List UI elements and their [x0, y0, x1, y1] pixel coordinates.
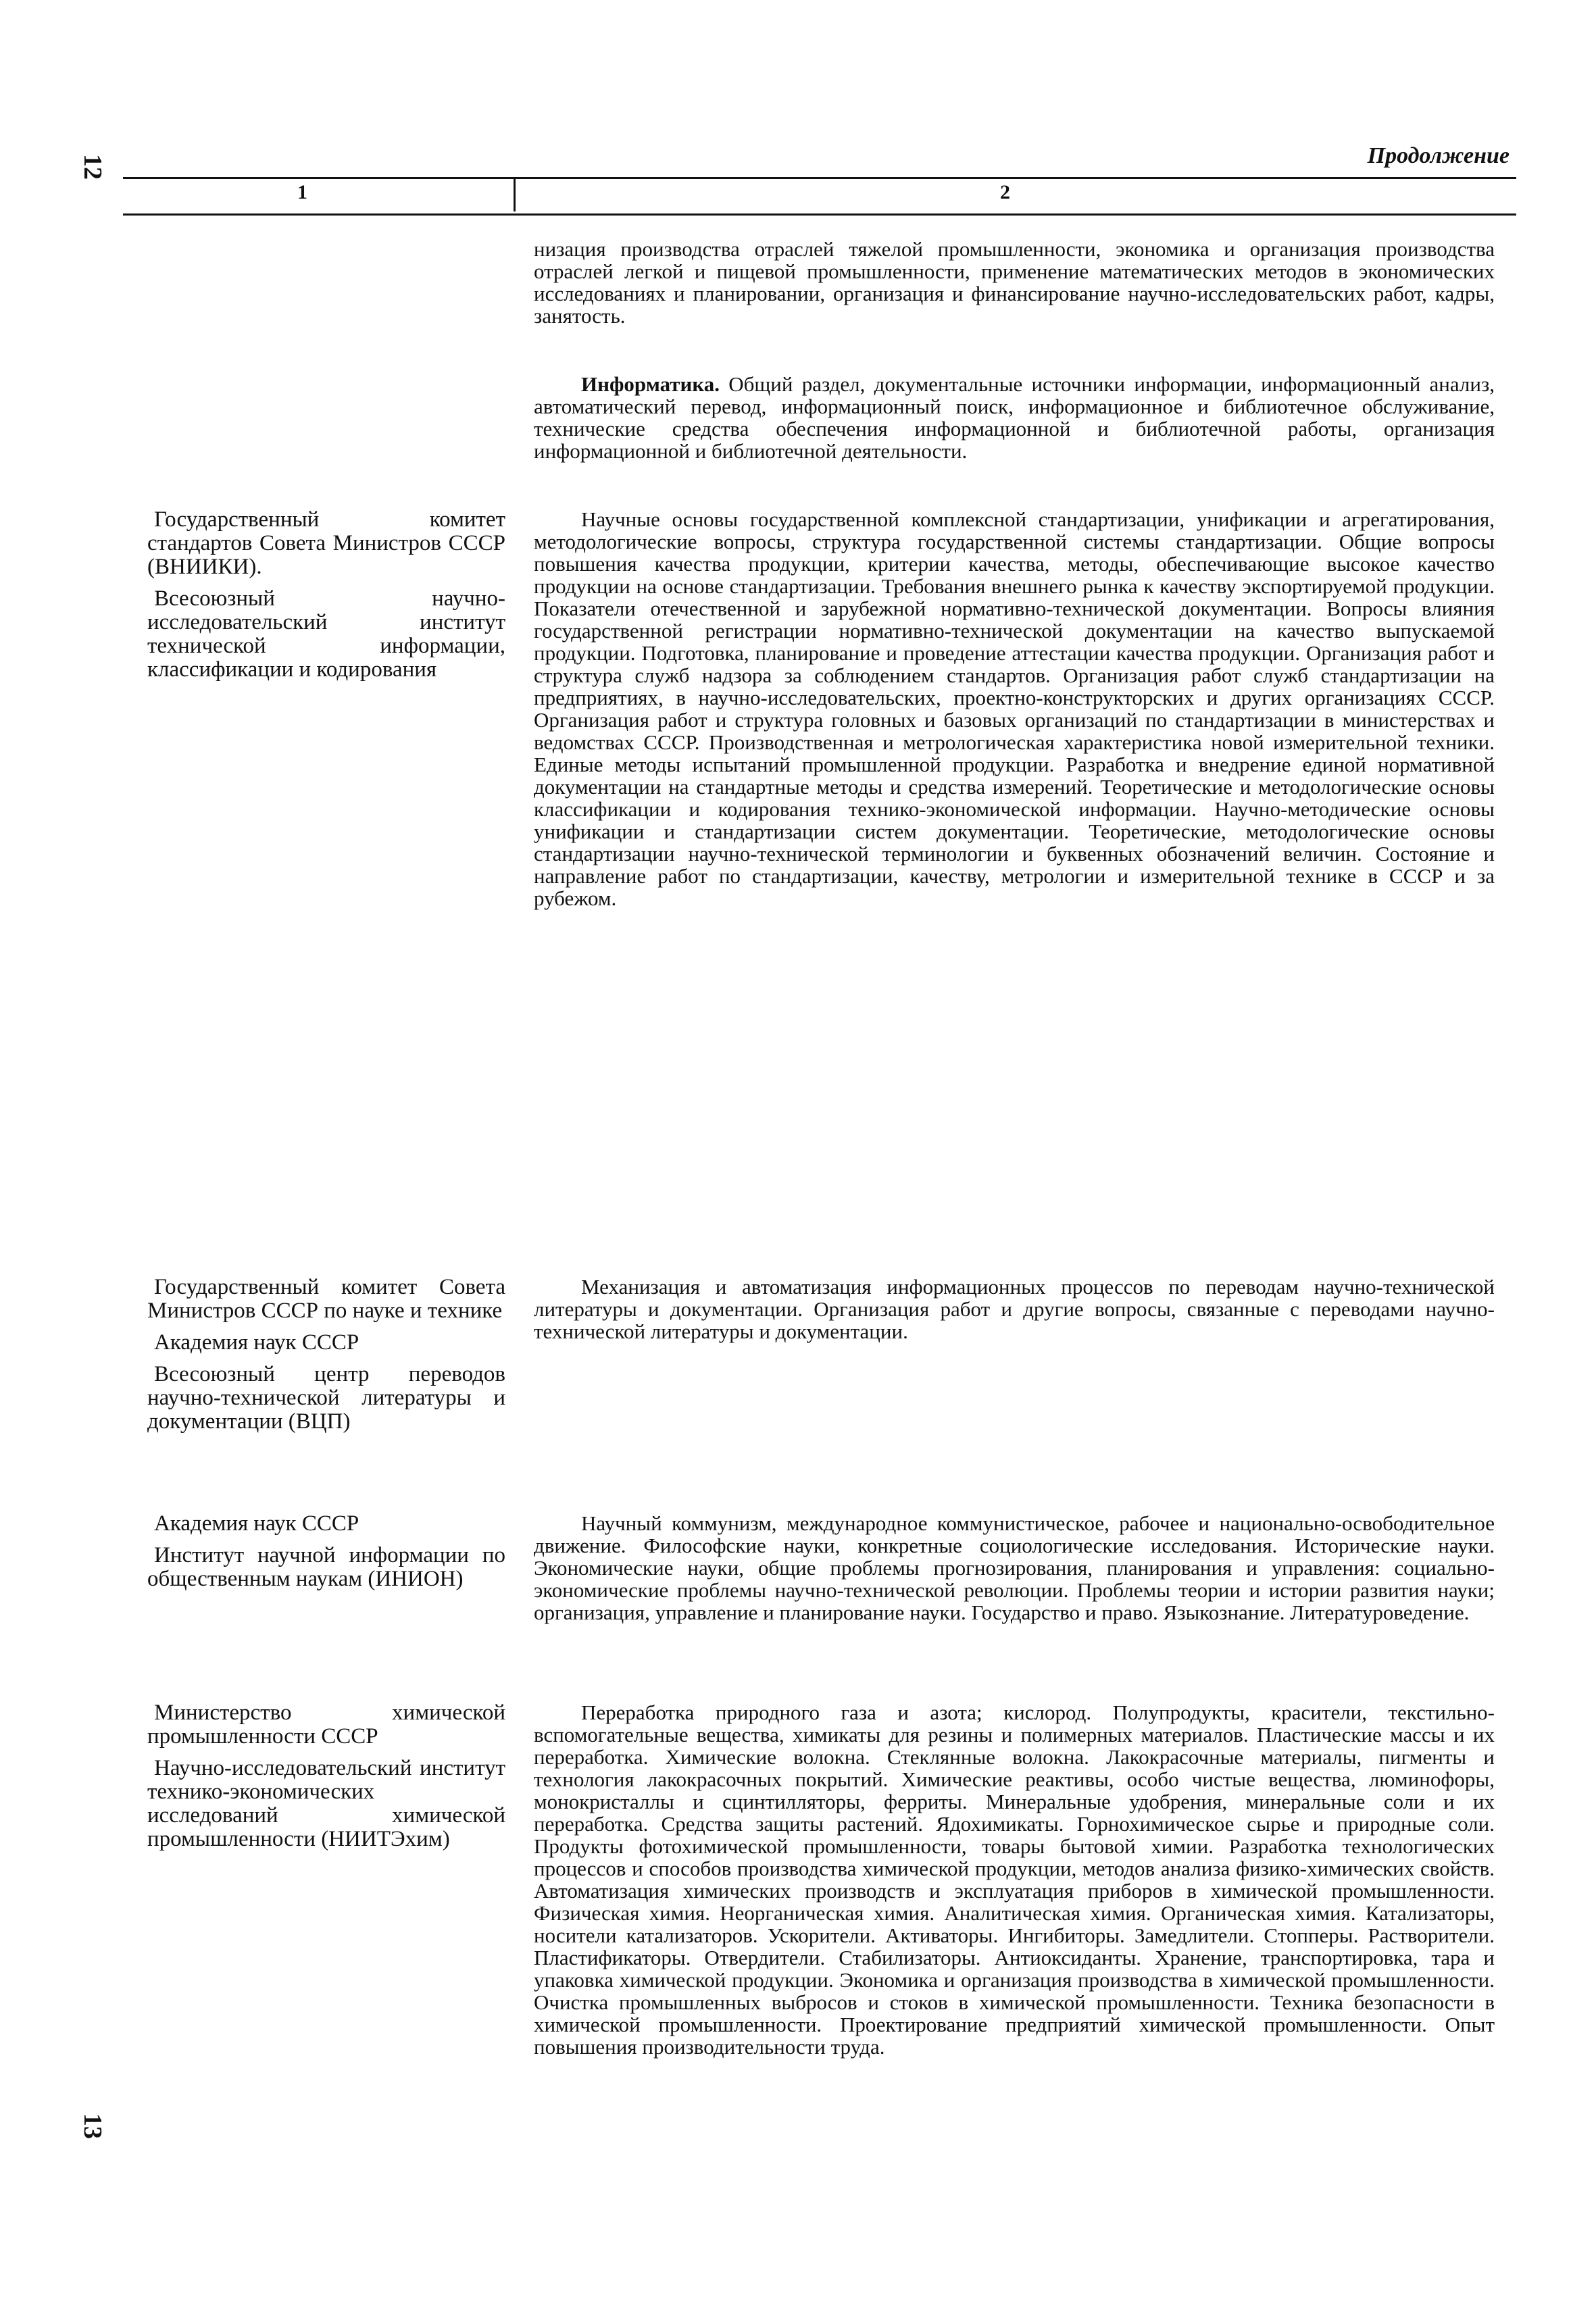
block0-right [534, 238, 1495, 327]
block3-org-3: Всесоюзный центр переводов научно-технической литературы и документации (ВЦП) [147, 1362, 505, 1434]
column-header-2: 2 [1000, 181, 1010, 203]
page-number-top: 12 [78, 154, 107, 180]
column-header-1: 1 [297, 181, 307, 203]
column-header-separator [514, 179, 516, 211]
block1-paragraph [534, 373, 1495, 462]
block2-org-1: Государственный комитет стандартов Совета Министров СССР (ВНИИКИ). [147, 507, 505, 579]
block5-org-1: Министерство химической промышленности СССР [147, 1701, 505, 1749]
block0-text: низация производства отраслей тяжелой промышленности, экономика и организация производства отраслей легкой и пищевой промышленности, применение математических методов в экономических исследованиях и планировании, организация и финансирование научно-исследовательских работ, кадры, занятость. [534, 237, 1495, 328]
block3-org-1: Государственный комитет Совета Министров СССР по науке и технике [147, 1275, 505, 1323]
block5-right [534, 1701, 1495, 2058]
block4-org-1: Академия наук СССР [154, 1511, 359, 1536]
block2-right [534, 508, 1495, 909]
block3-right [534, 1276, 1495, 1342]
block1-text: Общий раздел, документальные источники информации, информационный анализ, автоматический перевод, информационный поиск, информационное и библиотечное обслуживание, технические средства обеспечения информационной и библиотечной работы, организация информационной и библиотечной деятельности. [534, 372, 1495, 463]
table-header-rule [123, 213, 1516, 216]
block4-org-2: Институт научной информации по общественным наукам (ИНИОН) [147, 1543, 505, 1591]
block1-lead: Информатика. [581, 372, 720, 396]
block5-org-2: Научно-исследовательский институт технико-экономических исследований химической промышленности (НИИТЭхим) [147, 1756, 505, 1851]
block3-text: Механизация и автоматизация информационных процессов по переводам научно-технической литературы и документации. Организация работ и другие вопросы, связанные с переводами научно-технической литературы и документации. [534, 1275, 1495, 1343]
block4-left [147, 1512, 505, 1599]
table-top-rule [123, 177, 1516, 179]
block5-text: Переработка природного газа и азота; кислород. Полупродукты, красители, текстильно-вспомогательные вещества, химикаты для резины и полимерных материалов. Пластические массы и их переработка. Химические волокна. Стеклянные волокна. Лакокрасочные материалы, пигменты и технология лакокрасочных покрытий. Химические реактивы, особо чистые вещества, люминофоры, монокристаллы и сцинтилляторы, ферриты. Минеральные удобрения, минеральные соли и их переработка. Средства защиты растений. Ядохимикаты. Горнохимическое сырье и природные соли. Продукты фотохимической промышленности, товары бытовой химии. Разработка технологических процессов и способов производства химической продукции, методов анализа физико-химических свойств. Автоматизация химических производств и эксплуатация приборов в химической промышленности. Физическая химия. Неорганическая химия. Аналитическая химия. Органическая химия. Катализаторы, носители катализаторов. Ускорители. Активаторы. Ингибиторы. Замедлители. Стопперы. Растворители. Пластификаторы. Отвердители. Стабилизаторы. Антиоксиданты. Хранение, транспортировка, тара и упаковка химической продукции. Экономика и организация производства в химической промышленности. Очистка промышленных выбросов и стоков в химической промышленности. Техника безопасности в химической промышленности. Проектирование предприятий химической промышленности. Опыт повышения производительности труда. [534, 1701, 1495, 2059]
block5-left [147, 1701, 505, 1859]
block4-text: Научный коммунизм, международное коммунистическое, рабочее и национально-освободительное движение. Философские науки, конкретные социологические исследования. Исторические науки. Экономические науки, общие проблемы прогнозирования, планирования и управления: социально-экономические проблемы научно-технической революции. Проблемы теории и истории развития науки; организация, управление и планирование науки. Государство и право. Языкознание. Литературоведение. [534, 1511, 1495, 1624]
block3-left [147, 1276, 505, 1442]
page-number-bottom: 13 [78, 2113, 107, 2139]
continued-label: Продолжение [1367, 143, 1510, 168]
block2-text: Научные основы государственной комплексной стандартизации, унификации и агрегатирования, методологические вопросы, структура государственной системы стандартизации. Общие вопросы повышения качества продукции, критерии качества, методы, обеспечивающие высокое качество продукции на основе стандартизации. Требования внешнего рынка к качеству экспортируемой продукции. Показатели отечественной и зарубежной нормативно-технической документации. Вопросы влияния государственной регистрации нормативно-технической документации на качество выпускаемой продукции. Подготовка, планирование и проведение аттестации качества продукции. Организация работ и структура служб надзора за соблюдением стандартов. Организация работ служб стандартизации на предприятиях, в научно-исследовательских, проектно-конструкторских и других организациях СССР. Организация работ и структура головных и базовых организаций по стандартизации в министерствах и ведомствах СССР. Производственная и метрологическая характеристика новой измерительной техники. Единые методы испытаний промышленной продукции. Разработка и внедрение единой нормативной документации на стандартные методы и средства измерений. Теоретические и методологические основы классификации и кодирования технико-экономической информации. Научно-методические основы унификации и стандартизации систем документации. Теоретические, методологические основы стандартизации научно-технической терминологии и буквенных обозначений величин. Состояние и направление работ по стандартизации, качеству, метрологии и измерительной технике в СССР и за рубежом. [534, 507, 1495, 910]
block4-right [534, 1512, 1495, 1624]
block1-right [534, 373, 1495, 462]
block2-org-2: Всесоюзный научно-исследовательский институт технической информации, классификации и кодирования [147, 586, 505, 682]
block2-left [147, 508, 505, 690]
block3-org-2: Академия наук СССР [154, 1330, 359, 1355]
